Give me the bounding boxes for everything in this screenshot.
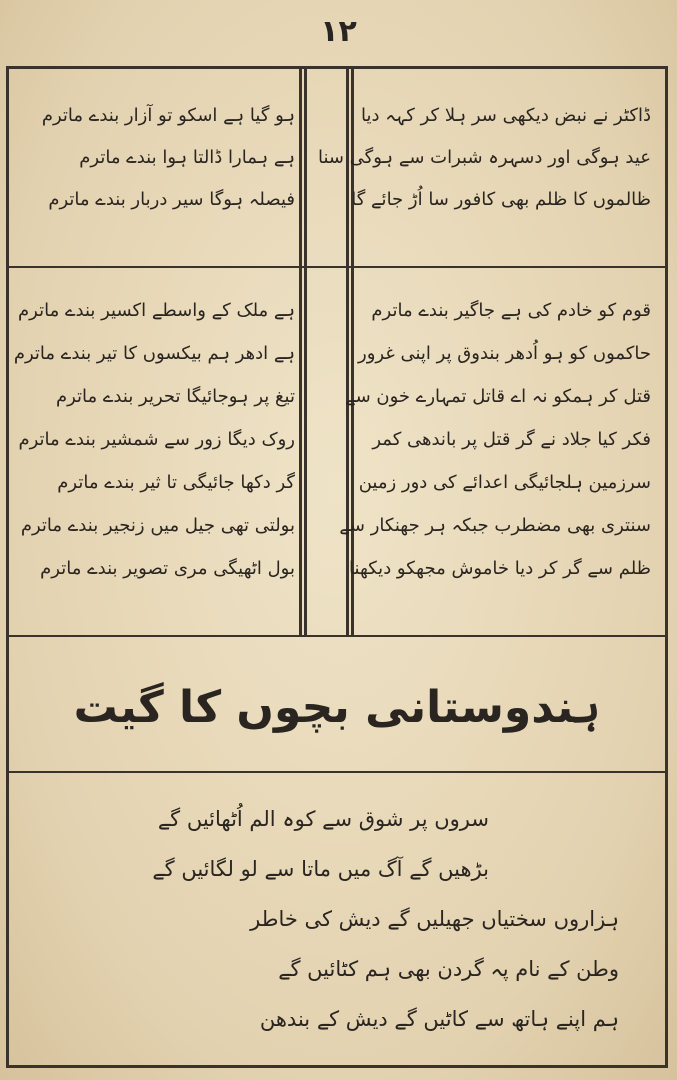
- verse-line: حاکموں کو ہو اُدھر بندوق پر اپنی غرور: [358, 343, 651, 364]
- verse-line: ظالموں کا ظلم بھی کافور سا اُڑ جائے گا: [351, 189, 651, 210]
- page-number: ۱۲: [320, 14, 357, 49]
- verse-line: ظلم سے گر کر دیا خاموش مجھکو دیکھنا: [349, 558, 651, 579]
- verse-line: بول اٹھیگی مری تصویر بندے ماترم: [40, 558, 295, 579]
- verse-block-top-left: [19, 95, 295, 221]
- verse-line: سرزمین ہلجائیگی اعدائے کی دور زمین: [358, 472, 651, 493]
- song-block: [29, 794, 649, 1044]
- song-line: سروں پر شوق سے کوہ الم اُٹھائیں گے: [157, 807, 489, 831]
- song-line: وطن کے نام پہ گردن بھی ہم کٹائیں گے: [278, 957, 619, 981]
- section-title: ہندوستانی بچوں کا گیت: [73, 681, 601, 733]
- song-line: ہزاروں سختیاں جھیلیں گے دیش کی خاطر: [250, 907, 619, 931]
- column-divider: [304, 69, 307, 636]
- content-frame: [6, 66, 668, 1068]
- verse-line: ڈاکٹر نے نبض دیکھی سر ہلا کر کہہ دیا: [360, 105, 651, 126]
- verse-line: عید ہوگی اور دسہرہ شبرات سے ہوگی سنا: [317, 147, 651, 168]
- verse-line: تیغ پر ہوجائیگا تحریر بندے ماترم: [55, 386, 295, 407]
- verse-line: فکر کیا جلاد نے گر قتل پر باندھی کمر: [372, 429, 651, 450]
- song-line: ہم اپنے ہاتھ سے کاٹیں گے دیش کے بندھن: [259, 1007, 619, 1031]
- verse-line: فیصلہ ہوگا سیر دربار بندے ماترم: [48, 189, 295, 210]
- verse-block-middle-right: [339, 289, 651, 590]
- verse-line: ہے ملک کے واسطے اکسیر بندے ماترم: [18, 300, 295, 321]
- verse-line: ہے ہمارا ڈالتا ہوا بندے ماترم: [79, 147, 295, 168]
- column-divider: [299, 69, 302, 636]
- verse-line: روک دیگا زور سے شمشیر بندے ماترم: [18, 429, 295, 450]
- verse-block-top-right: [317, 95, 651, 221]
- row-divider: [9, 771, 665, 773]
- row-divider: [9, 635, 665, 637]
- verse-line: قتل کر ہمکو نہ اے قاتل تمہارے خون سے: [345, 386, 651, 407]
- song-line: بڑھیں گے آگ میں ماتا سے لو لگائیں گے: [152, 857, 489, 881]
- verse-line: گر دکھا جائیگی تا ثیر بندے ماترم: [57, 472, 295, 493]
- row-divider: [9, 266, 665, 268]
- verse-block-middle-left: [13, 289, 295, 590]
- verse-line: سنتری بھی مضطرب جبکہ ہر جھنکار سے: [339, 515, 651, 536]
- verse-line: ہے ادھر ہم بیکسوں کا تیر بندے ماترم: [13, 343, 295, 364]
- verse-line: بولتی تھی جیل میں زنجیر بندے ماترم: [20, 515, 295, 536]
- verse-line: قوم کو خادم کی ہے جاگیر بندے ماترم: [371, 300, 651, 321]
- verse-line: ہو گیا ہے اسکو تو آزار بندے ماترم: [41, 105, 295, 126]
